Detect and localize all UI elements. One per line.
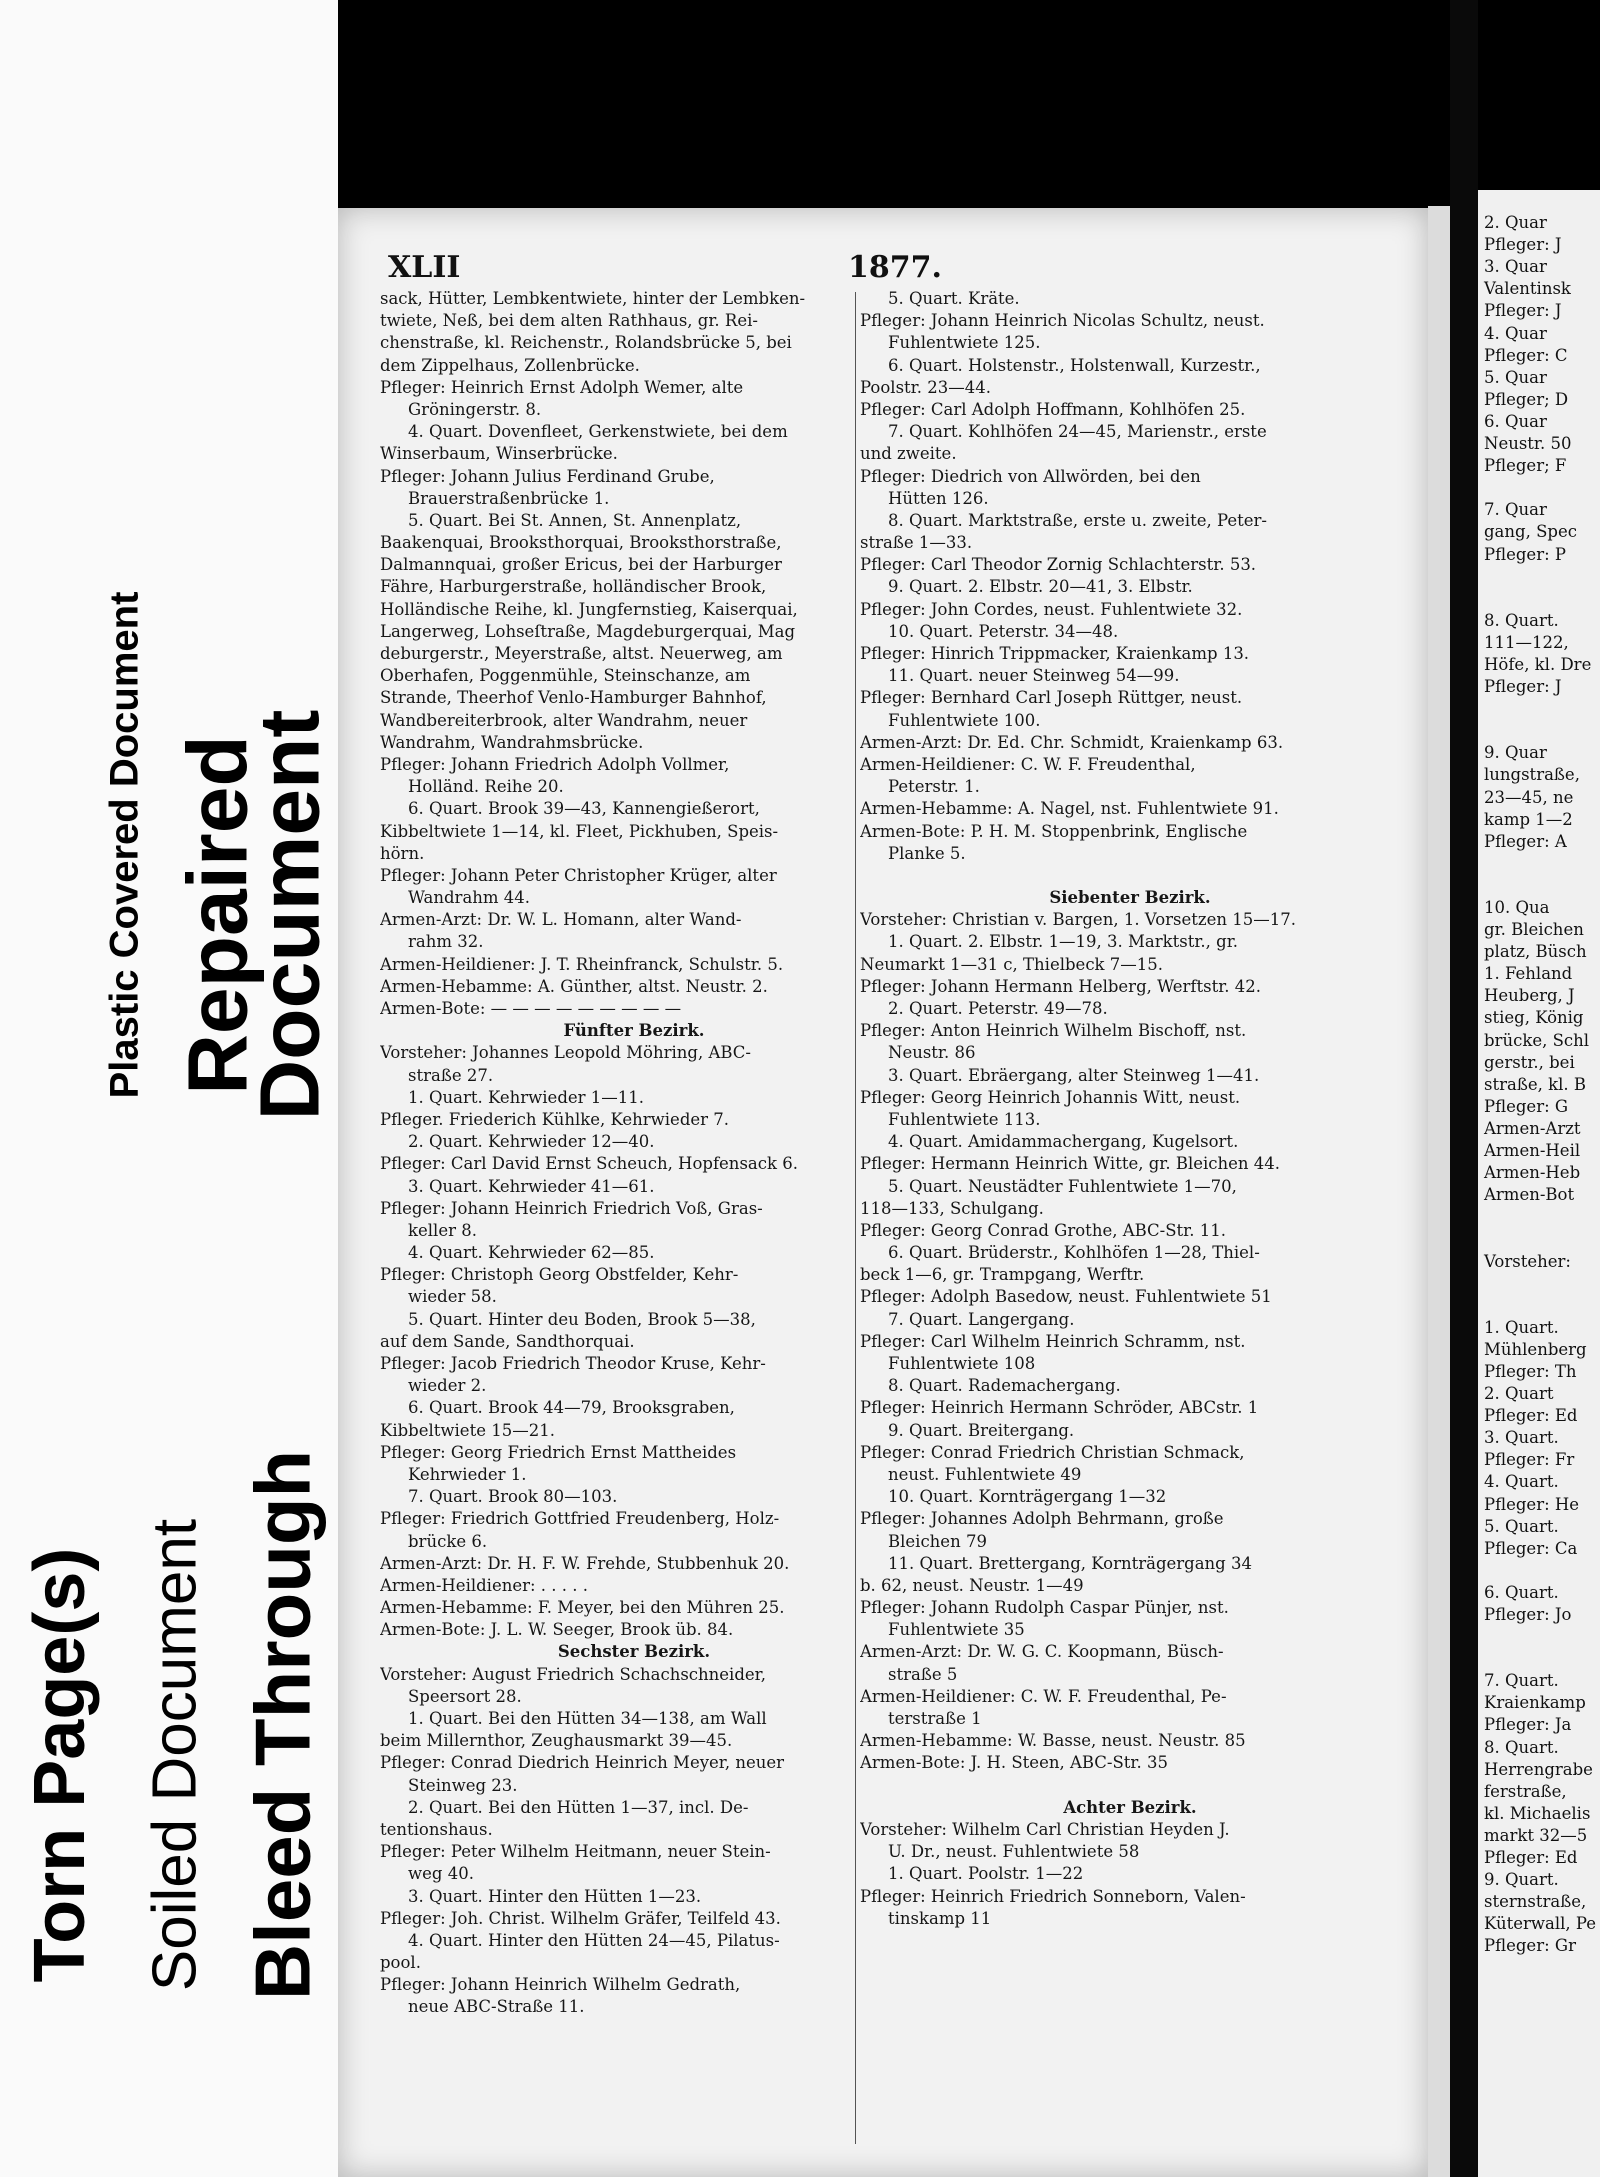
directory-line: Armen-Arzt: Dr. W. G. C. Koopmann, Büsch- bbox=[860, 1642, 1224, 1662]
directory-line: Fähre, Harburgerstraße, holländischer Brook, bbox=[380, 577, 767, 597]
directory-line: Vorsteher: Christian v. Bargen, 1. Vorsetzen 15—17. bbox=[860, 910, 1296, 930]
directory-line: Fuhlentwiete 113. bbox=[888, 1109, 1041, 1129]
directory-line: 5. Quart. Neustädter Fuhlentwiete 1—70, bbox=[888, 1176, 1237, 1196]
facing-page-line: Kraienkamp bbox=[1484, 1693, 1586, 1713]
facing-page-line: Pfleger; D bbox=[1484, 389, 1569, 409]
directory-line: Pfleger: Peter Wilhelm Heitmann, neuer Stein- bbox=[380, 1842, 771, 1862]
facing-page-line: Pfleger: Ca bbox=[1484, 1538, 1578, 1558]
directory-line: 8. Quart. Rademachergang. bbox=[888, 1376, 1121, 1396]
directory-line: Pfleger: Hermann Heinrich Witte, gr. Bleichen 44. bbox=[860, 1154, 1281, 1174]
facing-page-line: Herrengrabe bbox=[1484, 1759, 1593, 1779]
directory-line: Pfleger: Georg Conrad Grothe, ABC-Str. 11. bbox=[860, 1220, 1226, 1240]
directory-line: Pfleger: Johann Rudolph Caspar Pünjer, nst. bbox=[860, 1598, 1229, 1618]
directory-line: Fuhlentwiete 108 bbox=[888, 1354, 1036, 1373]
facing-page-line: Pfleger: Ed bbox=[1484, 1848, 1578, 1868]
page-number: XLII bbox=[388, 250, 461, 285]
facing-page-line: Pfleger: Ja bbox=[1484, 1715, 1572, 1735]
directory-line: 5. Quart. Kräte. bbox=[888, 289, 1020, 308]
directory-line: straße 1—33. bbox=[860, 533, 973, 553]
directory-line: 7. Quart. Kohlhöfen 24—45, Marienstr., erste bbox=[888, 422, 1267, 442]
facing-page-line: Pfleger: P bbox=[1484, 544, 1566, 564]
directory-line: Pfleger: Johann Heinrich Friedrich Voß, Gras- bbox=[380, 1198, 763, 1218]
facing-page-line bbox=[1478, 588, 1600, 610]
directory-line: Pfleger: Carl Wilhelm Heinrich Schramm, nst. bbox=[860, 1331, 1246, 1351]
directory-line: 2. Quart. Bei den Hütten 1—37, incl. De- bbox=[408, 1797, 749, 1817]
district-heading: Achter Bezirk. bbox=[1063, 1797, 1197, 1817]
directory-line: Pfleger. Friederich Kühlke, Kehrwieder 7. bbox=[380, 1109, 730, 1129]
directory-line: Armen-Arzt: Dr. Ed. Chr. Schmidt, Kraienkamp 63. bbox=[860, 732, 1284, 752]
directory-line: Poolstr. 23—44. bbox=[860, 377, 991, 397]
directory-line bbox=[860, 1775, 1400, 1797]
plastic-covered-stamp: Plastic Covered Document bbox=[102, 591, 147, 1099]
directory-line: straße 27. bbox=[408, 1065, 494, 1085]
directory-line: 10. Quart. Peterstr. 34—48. bbox=[888, 621, 1119, 641]
directory-line: Vorsteher: Wilhelm Carl Christian Heyden J. bbox=[860, 1819, 1230, 1839]
directory-line: 1. Quart. Kehrwieder 1—11. bbox=[408, 1087, 645, 1107]
directory-line: neue ABC-Straße 11. bbox=[408, 1997, 585, 2017]
facing-page-line bbox=[1478, 190, 1600, 212]
directory-line: Pfleger: Heinrich Ernst Adolph Wemer, alte bbox=[380, 377, 744, 397]
facing-page-line: 9. Quart. bbox=[1484, 1870, 1559, 1890]
directory-line: Armen-Heildiener: J. T. Rheinfranck, Schulstr. 5. bbox=[380, 954, 784, 974]
facing-page-line: 3. Quar bbox=[1484, 257, 1547, 277]
facing-page-line: stieg, König bbox=[1484, 1008, 1584, 1028]
directory-line: Armen-Arzt: Dr. W. L. Homann, alter Wand- bbox=[380, 910, 742, 930]
directory-line: Pfleger: John Cordes, neust. Fuhlentwiete 32. bbox=[860, 599, 1243, 619]
page-year: 1877. bbox=[848, 250, 942, 285]
facing-page-line: Höfe, kl. Dre bbox=[1484, 654, 1592, 674]
directory-line: sack, Hütter, Lembkentwiete, hinter der Lembken- bbox=[380, 289, 806, 308]
directory-line: 10. Quart. Kornträgergang 1—32 bbox=[888, 1487, 1167, 1507]
facing-page-line: Küterwall, Pe bbox=[1484, 1914, 1597, 1934]
directory-line: neust. Fuhlentwiete 49 bbox=[888, 1464, 1082, 1484]
page-header bbox=[388, 250, 1388, 286]
soiled-document-stamp: Soiled Document bbox=[140, 1518, 210, 1992]
facing-page-line: 7. Quart. bbox=[1484, 1671, 1559, 1691]
right-column bbox=[860, 288, 1400, 1930]
torn-pages-stamp: Torn Page(s) bbox=[20, 1547, 100, 1983]
district-heading: Fünfter Bezirk. bbox=[563, 1021, 705, 1041]
directory-line: Pfleger: Heinrich Friedrich Sonneborn, Valen- bbox=[860, 1886, 1246, 1906]
directory-line: 2. Quart. Peterstr. 49—78. bbox=[888, 999, 1108, 1018]
directory-line: Armen-Hebamme: A. Günther, altst. Neustr. 2. bbox=[380, 976, 768, 996]
directory-line: Fuhlentwiete 35 bbox=[888, 1620, 1025, 1640]
directory-line: Armen-Bote: J. H. Steen, ABC-Str. 35 bbox=[860, 1753, 1168, 1773]
repaired-stamp: Repaired bbox=[170, 735, 265, 1095]
directory-line: Peterstr. 1. bbox=[888, 777, 980, 797]
directory-line: Pfleger: Johann Hermann Helberg, Werftstr. 42. bbox=[860, 976, 1262, 996]
facing-page-line: platz, Büsch bbox=[1484, 942, 1587, 962]
facing-page-line: 10. Qua bbox=[1484, 898, 1550, 917]
facing-page-line bbox=[1478, 698, 1600, 720]
directory-line: Pfleger: Conrad Friedrich Christian Schmack, bbox=[860, 1442, 1245, 1462]
directory-line: 3. Quart. Hinter den Hütten 1—23. bbox=[408, 1886, 702, 1906]
directory-line: Pfleger: Johannes Adolph Behrmann, große bbox=[860, 1509, 1224, 1529]
facing-page-line: gang, Spec bbox=[1484, 522, 1577, 542]
directory-line: Pfleger: Johann Friedrich Adolph Vollmer, bbox=[380, 754, 730, 774]
directory-line: 2. Quart. Kehrwieder 12—40. bbox=[408, 1132, 655, 1152]
directory-line: 7. Quart. Brook 80—103. bbox=[408, 1487, 618, 1507]
facing-page-fragment bbox=[1478, 190, 1600, 2177]
directory-line: Armen-Heildiener: C. W. F. Freudenthal, Pe- bbox=[860, 1686, 1227, 1706]
directory-line: Pfleger: Friedrich Gottfried Freudenberg, Holz- bbox=[380, 1509, 780, 1529]
directory-line: Armen-Heildiener: C. W. F. Freudenthal, bbox=[860, 754, 1196, 774]
directory-line: Pfleger: Carl Theodor Zornig Schlachterstr. 53. bbox=[860, 555, 1257, 575]
directory-line: Pfleger: Joh. Christ. Wilhelm Gräfer, Teilfeld 43. bbox=[380, 1908, 781, 1928]
facing-page-line: Heuberg, J bbox=[1484, 986, 1575, 1006]
repaired-document-stamp: Document bbox=[242, 709, 337, 1121]
directory-line: wieder 58. bbox=[408, 1287, 497, 1307]
directory-line: hörn. bbox=[380, 843, 425, 863]
directory-line: 4. Quart. Kehrwieder 62—85. bbox=[408, 1243, 655, 1263]
facing-page-line: Armen-Heil bbox=[1484, 1141, 1581, 1161]
facing-page-line bbox=[1478, 1560, 1600, 1582]
facing-page-line bbox=[1478, 1206, 1600, 1228]
directory-line: 1. Quart. 2. Elbstr. 1—19, 3. Marktstr., gr. bbox=[888, 932, 1239, 952]
directory-line: 7. Quart. Langergang. bbox=[888, 1309, 1075, 1329]
facing-page-line: Mühlenberg bbox=[1484, 1339, 1587, 1359]
facing-page-line: 8. Quart. bbox=[1484, 1737, 1559, 1757]
facing-page-line: ferstraße, bbox=[1484, 1781, 1567, 1801]
directory-line: Pfleger: Georg Heinrich Johannis Witt, neust. bbox=[860, 1087, 1241, 1107]
facing-page-line bbox=[1478, 477, 1600, 499]
facing-page-line: straße, kl. B bbox=[1484, 1074, 1586, 1094]
directory-line: 6. Quart. Brüderstr., Kohlhöfen 1—28, Thiel- bbox=[888, 1243, 1260, 1263]
facing-page-line: Pfleger: Ed bbox=[1484, 1406, 1578, 1426]
directory-line: Armen-Hebamme: F. Meyer, bei den Mühren 25. bbox=[380, 1598, 785, 1618]
directory-line: 8. Quart. Marktstraße, erste u. zweite, Peter- bbox=[888, 510, 1267, 530]
facing-page-line: 4. Quart. bbox=[1484, 1472, 1559, 1492]
book-gutter bbox=[1450, 0, 1478, 2177]
directory-line: Fuhlentwiete 100. bbox=[888, 710, 1041, 730]
directory-line: Steinweg 23. bbox=[408, 1775, 518, 1795]
district-heading: Siebenter Bezirk. bbox=[1049, 888, 1211, 908]
facing-page-line: 2. Quar bbox=[1484, 213, 1547, 233]
directory-line: 3. Quart. Kehrwieder 41—61. bbox=[408, 1176, 655, 1196]
facing-page-line: 1. Quart. bbox=[1484, 1317, 1559, 1337]
directory-line: 1. Quart. Poolstr. 1—22 bbox=[888, 1864, 1084, 1884]
facing-page-line bbox=[1478, 1228, 1600, 1250]
facing-page-line bbox=[1478, 853, 1600, 875]
facing-page-line: 9. Quar bbox=[1484, 743, 1547, 763]
directory-line: rahm 32. bbox=[408, 932, 484, 952]
directory-line: Brauerstraßenbrücke 1. bbox=[408, 488, 610, 508]
facing-page-line: 4. Quar bbox=[1484, 323, 1547, 343]
directory-line: tentionshaus. bbox=[380, 1819, 493, 1839]
directory-line: Armen-Hebamme: W. Basse, neust. Neustr. 85 bbox=[860, 1731, 1246, 1751]
directory-line: Wandrahm, Wandrahmsbrücke. bbox=[380, 732, 644, 752]
facing-page-line: 5. Quar bbox=[1484, 367, 1547, 387]
directory-line: Strande, Theerhof Venlo-Hamburger Bahnhof, bbox=[380, 688, 767, 708]
directory-line: 9. Quart. 2. Elbstr. 20—41, 3. Elbstr. bbox=[888, 577, 1193, 597]
facing-page-line bbox=[1478, 875, 1600, 897]
directory-line: 5. Quart. Bei St. Annen, St. Annenplatz, bbox=[408, 510, 742, 530]
directory-line: Vorsteher: August Friedrich Schachschneider, bbox=[380, 1664, 766, 1684]
facing-page-line: Pfleger: C bbox=[1484, 345, 1568, 365]
directory-line: 9. Quart. Breitergang. bbox=[888, 1420, 1075, 1440]
directory-line: beim Millernthor, Zeughausmarkt 39—45. bbox=[380, 1731, 733, 1751]
facing-page-line: 8. Quart. bbox=[1484, 610, 1559, 630]
directory-page bbox=[338, 208, 1428, 2177]
facing-page-line: kamp 1—2 bbox=[1484, 809, 1573, 829]
directory-line: Pfleger: Hinrich Trippmacker, Kraienkamp 13. bbox=[860, 644, 1250, 663]
directory-line: terstraße 1 bbox=[888, 1709, 982, 1728]
directory-line: Armen-Hebamme: A. Nagel, nst. Fuhlentwiete 91. bbox=[860, 799, 1279, 819]
facing-page-line: Pfleger: He bbox=[1484, 1494, 1580, 1514]
directory-line: 11. Quart. neuer Steinweg 54—99. bbox=[888, 666, 1180, 686]
directory-line: Fuhlentwiete 125. bbox=[888, 333, 1041, 353]
directory-line: dem Zippelhaus, Zollenbrücke. bbox=[380, 355, 640, 375]
district-heading: Sechster Bezirk. bbox=[557, 1642, 711, 1662]
directory-line: Wandbereiterbrook, alter Wandrahm, neuer bbox=[380, 710, 748, 730]
directory-line: deburgerstr., Meyerstraße, altst. Neuerweg, am bbox=[380, 644, 783, 663]
directory-line: Pfleger: Conrad Diedrich Heinrich Meyer, neuer bbox=[380, 1753, 785, 1773]
directory-line: 4. Quart. Hinter den Hütten 24—45, Pilatus- bbox=[408, 1930, 780, 1950]
directory-line: Armen-Arzt: Dr. H. F. W. Frehde, Stubbenhuk 20. bbox=[380, 1553, 790, 1573]
directory-line: weg 40. bbox=[408, 1864, 474, 1884]
directory-line: 6. Quart. Brook 44—79, Brooksgraben, bbox=[408, 1398, 735, 1418]
facing-page-line: kl. Michaelis bbox=[1484, 1803, 1591, 1823]
facing-page-line bbox=[1478, 1273, 1600, 1295]
directory-line: Holländ. Reihe 20. bbox=[408, 777, 564, 797]
directory-line: straße 5 bbox=[888, 1664, 958, 1684]
facing-page-line: Neustr. 50 bbox=[1484, 434, 1572, 454]
facing-page-line: Pfleger: Th bbox=[1484, 1361, 1577, 1381]
directory-line: Pfleger: Diedrich von Allwörden, bei den bbox=[860, 466, 1201, 486]
directory-line: chenstraße, kl. Reichenstr., Rolandsbrücke 5, bei bbox=[380, 333, 792, 353]
directory-line: 1. Quart. Bei den Hütten 34—138, am Wall bbox=[408, 1709, 767, 1728]
directory-line: und zweite. bbox=[860, 444, 957, 464]
directory-line: Pfleger: Heinrich Hermann Schröder, ABCstr. 1 bbox=[860, 1398, 1259, 1418]
directory-line: Pfleger: Georg Friedrich Ernst Mattheides bbox=[380, 1442, 737, 1462]
facing-page-line: Pfleger: A bbox=[1484, 831, 1567, 851]
directory-line: twiete, Neß, bei dem alten Rathhaus, gr. Rei- bbox=[380, 311, 758, 331]
directory-line: 4. Quart. Amidammachergang, Kugelsort. bbox=[888, 1132, 1239, 1152]
facing-page-line: markt 32—5 bbox=[1484, 1825, 1588, 1845]
facing-page-line: gerstr., bei bbox=[1484, 1052, 1575, 1072]
facing-page-line bbox=[1478, 720, 1600, 742]
directory-line: Planke 5. bbox=[888, 843, 966, 863]
facing-page-line bbox=[1478, 566, 1600, 588]
directory-line: wieder 2. bbox=[408, 1376, 487, 1396]
directory-line: Pfleger: Johann Peter Christopher Krüger, alter bbox=[380, 865, 777, 885]
facing-page-line: Armen-Bot bbox=[1484, 1185, 1575, 1205]
directory-line: U. Dr., neust. Fuhlentwiete 58 bbox=[888, 1842, 1140, 1862]
directory-line: 6. Quart. Brook 39—43, Kannengießerort, bbox=[408, 799, 760, 819]
directory-line: Pfleger: Bernhard Carl Joseph Rüttger, neust. bbox=[860, 688, 1243, 708]
directory-line: Armen-Bote: P. H. M. Stoppenbrink, Englische bbox=[860, 821, 1248, 841]
directory-line: Baakenquai, Brooksthorquai, Brooksthorstraße, bbox=[380, 533, 782, 553]
facing-page-line: 6. Quart. bbox=[1484, 1582, 1559, 1602]
directory-line: Oberhafen, Poggenmühle, Steinschanze, am bbox=[380, 666, 751, 686]
facing-page-line: 111—122, bbox=[1484, 632, 1569, 652]
facing-page-line: Vorsteher: bbox=[1484, 1251, 1571, 1271]
facing-page-line: 23—45, ne bbox=[1484, 787, 1574, 807]
directory-line: brücke 6. bbox=[408, 1531, 488, 1551]
facing-page-line: Armen-Heb bbox=[1484, 1163, 1581, 1183]
directory-line: Pfleger: Anton Heinrich Wilhelm Bischoff, nst. bbox=[860, 1021, 1247, 1041]
facing-page-line bbox=[1478, 1626, 1600, 1648]
directory-line: Pfleger: Christoph Georg Obstfelder, Kehr- bbox=[380, 1265, 739, 1285]
directory-line: Pfleger: Johann Heinrich Wilhelm Gedrath, bbox=[380, 1975, 741, 1995]
directory-line: Pfleger: Carl Adolph Hoffmann, Kohlhöfen 25. bbox=[860, 399, 1246, 419]
facing-page-line bbox=[1478, 1295, 1600, 1317]
directory-line: Dalmannquai, großer Ericus, bei der Harburger bbox=[380, 555, 782, 575]
condition-stamp-margin bbox=[0, 0, 338, 2177]
directory-line: Gröningerstr. 8. bbox=[408, 399, 542, 419]
directory-line: Bleichen 79 bbox=[888, 1531, 987, 1551]
facing-page-line: Valentinsk bbox=[1484, 279, 1571, 299]
directory-line: Armen-Bote: J. L. W. Seeger, Brook üb. 84. bbox=[380, 1620, 734, 1640]
facing-page-line: Pfleger: J bbox=[1484, 301, 1562, 321]
facing-page-line: Armen-Arzt bbox=[1484, 1118, 1581, 1138]
facing-page-line: brücke, Schl bbox=[1484, 1030, 1590, 1050]
column-divider bbox=[855, 292, 856, 2144]
directory-line: Pfleger: Johann Heinrich Nicolas Schultz, neust. bbox=[860, 311, 1265, 331]
facing-page-line: Pfleger: Jo bbox=[1484, 1605, 1572, 1624]
directory-line: 11. Quart. Brettergang, Kornträgergang 34 bbox=[888, 1553, 1252, 1573]
directory-line: Pfleger: Carl David Ernst Scheuch, Hopfensack 6. bbox=[380, 1154, 798, 1174]
directory-line: keller 8. bbox=[408, 1220, 477, 1240]
directory-line: 5. Quart. Hinter deu Boden, Brook 5—38, bbox=[408, 1309, 756, 1329]
directory-line: 118—133, Schulgang. bbox=[860, 1198, 1044, 1218]
directory-line: Speersort 28. bbox=[408, 1686, 522, 1706]
page-edge bbox=[1428, 206, 1450, 2177]
facing-page-line: Pfleger: G bbox=[1484, 1096, 1569, 1116]
directory-line: Pfleger: Johann Julius Ferdinand Grube, bbox=[380, 466, 715, 486]
directory-line: Winserbaum, Winserbrücke. bbox=[380, 444, 618, 464]
directory-line: Langerweg, Lohseſtraße, Magdeburgerquai, Mag bbox=[380, 621, 796, 641]
facing-page-line bbox=[1478, 1648, 1600, 1670]
facing-page-line: 3. Quart. bbox=[1484, 1428, 1559, 1448]
facing-page-line: Pfleger: J bbox=[1484, 677, 1562, 697]
facing-page-line: 7. Quar bbox=[1484, 500, 1547, 520]
directory-line: beck 1—6, gr. Trampgang, Werftr. bbox=[860, 1265, 1145, 1285]
directory-line: Hütten 126. bbox=[888, 488, 989, 508]
directory-line: b. 62, neust. Neustr. 1—49 bbox=[860, 1575, 1084, 1595]
directory-line: Kehrwieder 1. bbox=[408, 1464, 527, 1484]
bleed-through-stamp: Bleed Through bbox=[238, 1449, 327, 2001]
directory-line: Pfleger: Jacob Friedrich Theodor Kruse, Kehr- bbox=[380, 1354, 766, 1373]
facing-page-line: Pfleger; F bbox=[1484, 456, 1567, 476]
directory-line: auf dem Sande, Sandthorquai. bbox=[380, 1331, 635, 1351]
directory-line: pool. bbox=[380, 1953, 421, 1973]
directory-line: Neumarkt 1—31 c, Thielbeck 7—15. bbox=[860, 954, 1164, 974]
directory-line: Wandrahm 44. bbox=[408, 888, 531, 908]
facing-page-line: 6. Quar bbox=[1484, 411, 1547, 431]
directory-line: Pfleger: Adolph Basedow, neust. Fuhlentwiete 51 bbox=[860, 1287, 1272, 1307]
left-column bbox=[380, 288, 888, 2019]
facing-page-line: Pfleger: Fr bbox=[1484, 1450, 1575, 1470]
facing-page-line: 2. Quart bbox=[1484, 1384, 1554, 1404]
directory-line: Holländische Reihe, kl. Jungfernstieg, Kaiserquai, bbox=[380, 599, 798, 619]
directory-line: 4. Quart. Dovenfleet, Gerkenstwiete, bei dem bbox=[408, 422, 788, 442]
facing-page-line: lungstraße, bbox=[1484, 765, 1580, 785]
directory-line: 3. Quart. Ebräergang, alter Steinweg 1—41. bbox=[888, 1065, 1260, 1085]
directory-line bbox=[860, 865, 1400, 887]
directory-line: Armen-Heildiener: . . . . . bbox=[380, 1575, 589, 1595]
directory-line: 6. Quart. Holstenstr., Holstenwall, Kurzestr., bbox=[888, 355, 1261, 375]
directory-line: tinskamp 11 bbox=[888, 1908, 992, 1928]
facing-page-line: 5. Quart. bbox=[1484, 1516, 1559, 1536]
facing-page-line: 1. Fehland bbox=[1484, 964, 1573, 984]
facing-page-line: Pfleger: J bbox=[1484, 235, 1562, 255]
directory-line: Kibbeltwiete 1—14, kl. Fleet, Pickhuben, Speis- bbox=[380, 821, 779, 841]
facing-page-line: gr. Bleichen bbox=[1484, 920, 1584, 940]
directory-line: Armen-Bote: — — — — — — — — — bbox=[380, 999, 682, 1018]
directory-line: Vorsteher: Johannes Leopold Möhring, ABC- bbox=[380, 1043, 751, 1063]
facing-page-line: Pfleger: Gr bbox=[1484, 1936, 1576, 1956]
facing-page-line: sternstraße, bbox=[1484, 1892, 1587, 1912]
directory-line: Neustr. 86 bbox=[888, 1043, 976, 1063]
directory-line: Kibbeltwiete 15—21. bbox=[380, 1420, 555, 1440]
